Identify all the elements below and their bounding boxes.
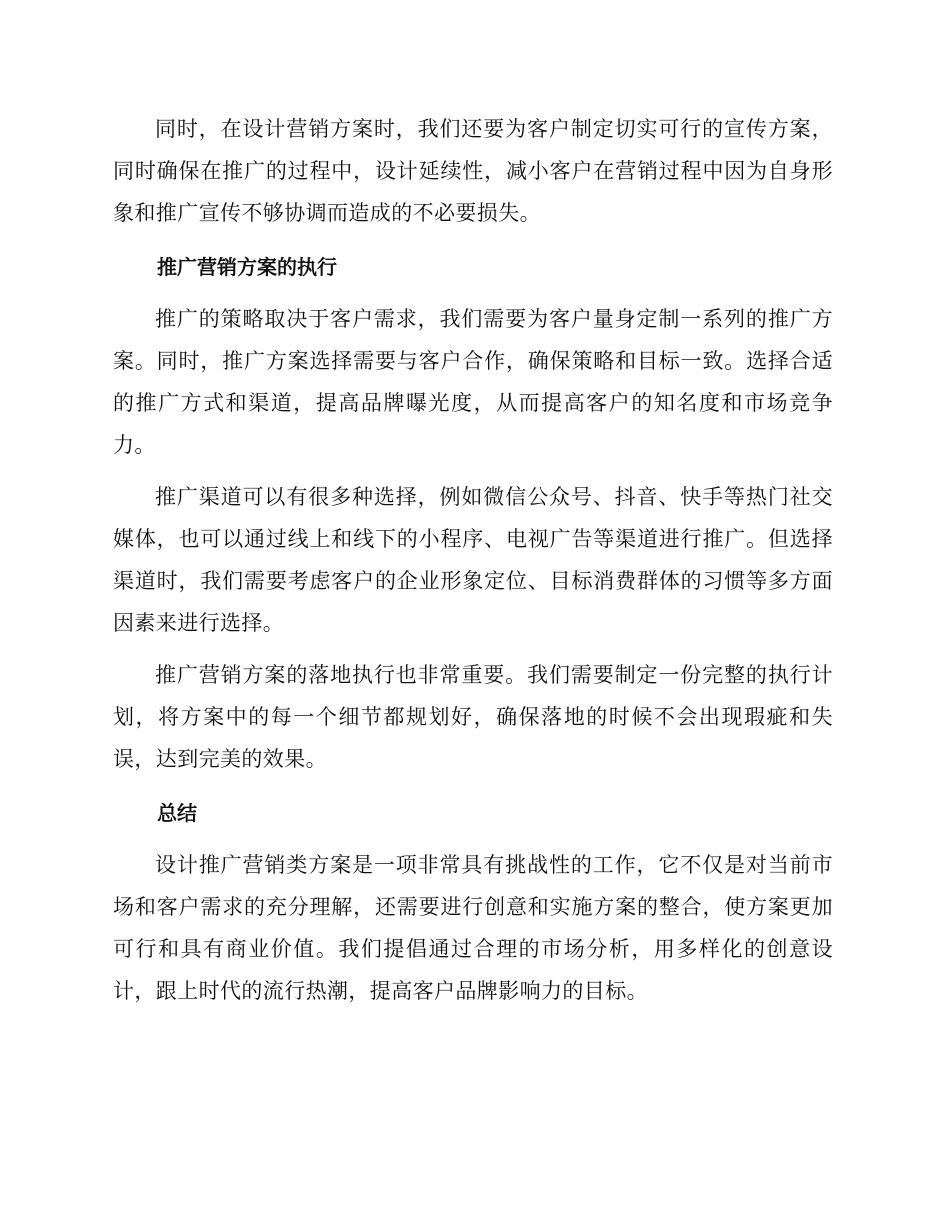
paragraph-channels: 推广渠道可以有很多种选择，例如微信公众号、抖音、快手等热门社交媒体，也可以通过线上和线下的小程序、电视广告等渠道进行推广。但选择渠道时，我们需要考虑客户的企业形象定位、目标消费群体的习惯等多方面因素来进行选择。: [113, 485, 833, 635]
section-heading-summary: 总结: [157, 801, 197, 825]
paragraph-strategy: 推广的策略取决于客户需求，我们需要为客户量身定制一系列的推广方案。同时，推广方案选择需要与客户合作，确保策略和目标一致。选择合适的推广方式和渠道，提高品牌曝光度，从而提高客户的知名度和市场竞争力。: [113, 307, 833, 457]
section-heading-execution: 推广营销方案的执行: [157, 255, 337, 279]
paragraph-summary: 设计推广营销类方案是一项非常具有挑战性的工作，它不仅是对当前市场和客户需求的充分理解，还需要进行创意和实施方案的整合，使方案更加可行和具有商业价值。我们提倡通过合理的市场分析，用多样化的创意设计，跟上时代的流行热潮，提高客户品牌影响力的目标。: [113, 853, 833, 1003]
paragraph-implementation: 推广营销方案的落地执行也非常重要。我们需要制定一份完整的执行计划，将方案中的每一个细节都规划好，确保落地的时候不会出现瑕疵和失误，达到完美的效果。: [113, 663, 833, 771]
document-body: [113, 108, 833, 1012]
paragraph-promotion-plan: 同时，在设计营销方案时，我们还要为客户制定切实可行的宣传方案，同时确保在推广的过程中，设计延续性，减小客户在营销过程中因为自身形象和推广宣传不够协调而造成的不必要损失。: [113, 117, 833, 225]
